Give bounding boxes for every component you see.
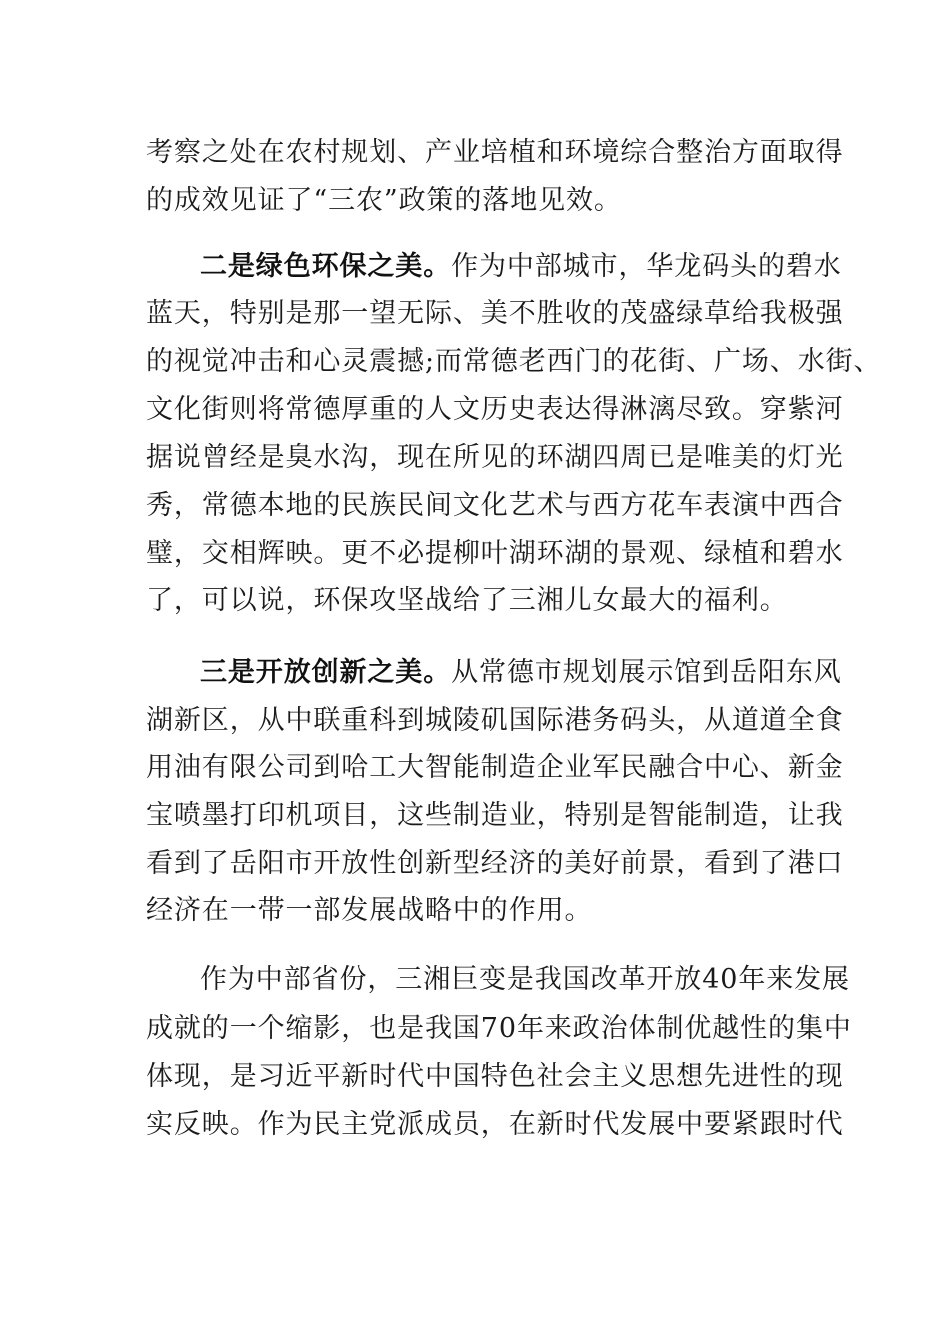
- paragraph-4-line-4: 实反映。作为民主党派成员，在新时代发展中要紧跟时代: [146, 1109, 844, 1140]
- paragraph-2-line-3: 的视觉冲击和心灵震撼;而常德老西门的花街、广场、水街、: [146, 346, 882, 377]
- paragraph-1-line-2: 的成效见证了“三农”政策的落地见效。: [146, 185, 622, 216]
- paragraph-2-heading: 二是绿色环保之美。: [200, 251, 452, 282]
- paragraph-3-line-2: 湖新区，从中联重科到城陵矶国际港务码头，从道道全食: [146, 705, 844, 736]
- paragraph-3-line-3: 用油有限公司到哈工大智能制造企业军民融合中心、新金: [146, 752, 844, 783]
- paragraph-2-line-7: 璧，交相辉映。更不必提柳叶湖环湖的景观、绿植和碧水: [146, 538, 844, 569]
- paragraph-3-line-1-text: 从常德市规划展示馆到岳阳东风: [451, 657, 842, 688]
- paragraph-3-line-6: 经济在一带一部发展战略中的作用。: [146, 895, 593, 926]
- paragraph-3-heading: 三是开放创新之美。: [200, 657, 452, 688]
- paragraph-2-line-8: 了，可以说，环保攻坚战给了三湘儿女最大的福利。: [146, 585, 788, 616]
- paragraph-4-line-3: 体现，是习近平新时代中国特色社会主义思想先进性的现: [146, 1061, 844, 1092]
- paragraph-4-line-1: 作为中部省份，三湘巨变是我国改革开放40年来发展: [200, 964, 850, 995]
- paragraph-3-line-4: 宝喷墨打印机项目，这些制造业，特别是智能制造，让我: [146, 800, 844, 831]
- paragraph-2-line-1-text: 作为中部城市，华龙码头的碧水: [451, 251, 842, 282]
- paragraph-4-line-2: 成就的一个缩影，也是我国70年来政治体制优越性的集中: [146, 1013, 852, 1044]
- paragraph-2-line-5: 据说曾经是臭水沟，现在所见的环湖四周已是唯美的灯光: [146, 442, 844, 473]
- paragraph-3-line-5: 看到了岳阳市开放性创新型经济的美好前景，看到了港口: [146, 848, 844, 879]
- paragraph-2-line-6: 秀，常德本地的民族民间文化艺术与西方花车表演中西合: [146, 490, 844, 521]
- paragraph-1-line-1: 考察之处在农村规划、产业培植和环境综合整治方面取得: [146, 137, 844, 168]
- paragraph-2-line-4: 文化街则将常德厚重的人文历史表达得淋漓尽致。穿紫河: [146, 394, 844, 425]
- paragraph-2-line-2: 蓝天，特别是那一望无际、美不胜收的茂盛绿草给我极强: [146, 298, 844, 329]
- paragraph-3-line-1: [200, 656, 842, 690]
- paragraph-2-line-1: [200, 250, 842, 284]
